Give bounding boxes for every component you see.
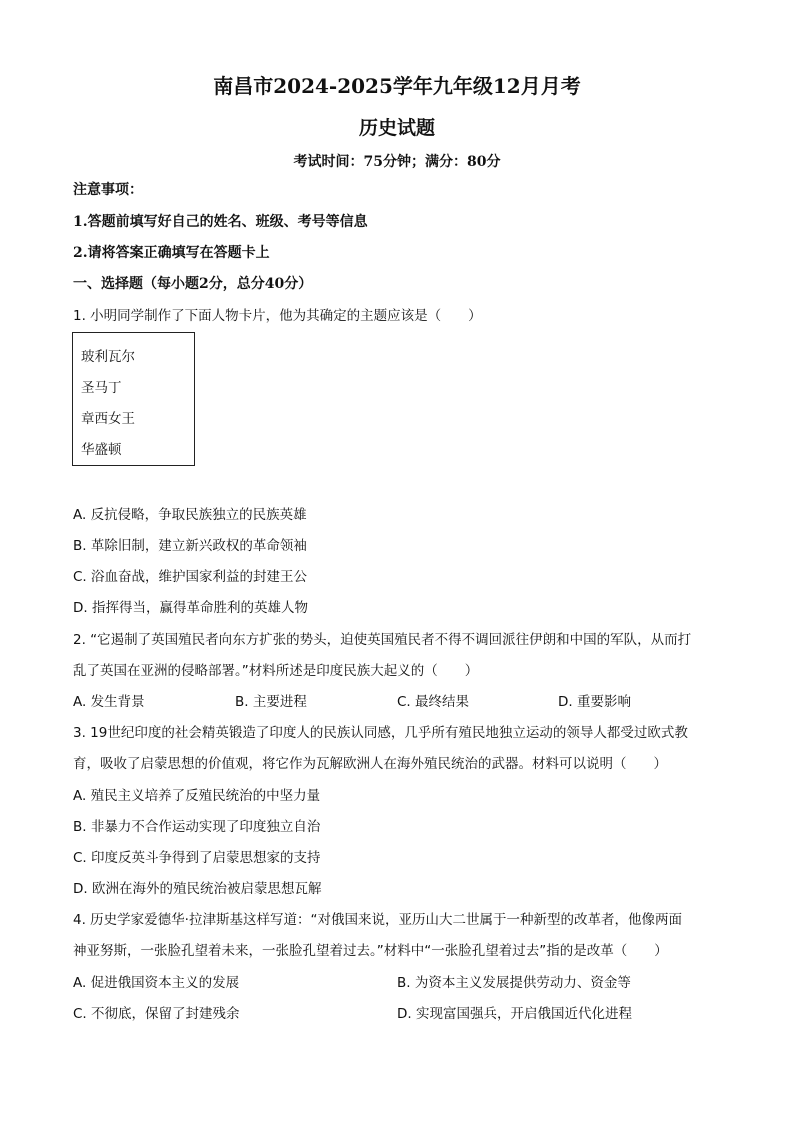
question-3-option-b: B. 非暴力不合作运动实现了印度独立自治 (73, 819, 321, 835)
question-2-stem: 2. “它遏制了英国殖民者向东方扩张的势头，迫使英国殖民者不得不调回派往伊朗和中国的军队，从而打 (73, 632, 692, 648)
question-1-option-b: B. 革除旧制，建立新兴政权的革命领袖 (73, 538, 307, 554)
question-1-option-a: A. 反抗侵略，争取民族独立的民族英雄 (73, 507, 307, 523)
question-3-option-d: D. 欧洲在海外的殖民统治被启蒙思想瓦解 (73, 881, 322, 897)
question-3-option-c: C. 印度反英斗争得到了启蒙思想家的支持 (73, 850, 321, 866)
question-3-option-a: A. 殖民主义培养了反殖民统治的中坚力量 (73, 788, 321, 804)
question-2-option-c: C. 最终结果 (397, 694, 470, 710)
card-name: 玻利瓦尔 (81, 349, 135, 365)
question-4-option-c: C. 不彻底，保留了封建残余 (73, 1006, 240, 1022)
question-4-option-b: B. 为资本主义发展提供劳动力、资金等 (397, 975, 631, 991)
question-4-stem: 神亚努斯，一张脸孔望着未来，一张脸孔望着过去。”材料中“一张脸孔望着过去”指的是改革（ ） (73, 943, 668, 959)
question-4-stem: 4. 历史学家爱德华·拉津斯基这样写道：“对俄国来说，亚历山大二世属于一种新型的改革者，他像两面 (73, 912, 682, 928)
question-4-option-d: D. 实现富国强兵，开启俄国近代化进程 (397, 1006, 632, 1022)
exam-info: 考试时间：75分钟；满分：80分 (293, 154, 501, 170)
question-2-option-b: B. 主要进程 (235, 694, 307, 710)
person-card (72, 332, 195, 466)
question-1-option-d: D. 指挥得当，赢得革命胜利的英雄人物 (73, 600, 308, 616)
exam-subject: 历史试题 (358, 117, 435, 139)
question-2-stem: 乱了英国在亚洲的侵略部署。”材料所述是印度民族大起义的（ ） (73, 663, 479, 679)
exam-title: 南昌市2024-2025学年九年级12月月考 (213, 74, 581, 98)
note-item: 1.答题前填写好自己的姓名、班级、考号等信息 (73, 214, 368, 230)
question-3-stem: 3. 19世纪印度的社会精英锻造了印度人的民族认同感，几乎所有殖民地独立运动的领导人都受过欧式教 (73, 725, 688, 741)
question-2-option-d: D. 重要影响 (558, 694, 631, 710)
card-name: 圣马丁 (81, 380, 122, 396)
question-4-option-a: A. 促进俄国资本主义的发展 (73, 975, 240, 991)
card-name: 华盛顿 (81, 442, 122, 458)
note-item: 2.请将答案正确填写在答题卡上 (73, 245, 270, 261)
question-1-stem: 1. 小明同学制作了下面人物卡片，他为其确定的主题应该是（ ） (73, 308, 482, 324)
card-name: 章西女王 (81, 411, 135, 427)
question-1-option-c: C. 浴血奋战，维护国家利益的封建王公 (73, 569, 308, 585)
notes-heading: 注意事项： (73, 182, 143, 198)
question-2-option-a: A. 发生背景 (73, 694, 145, 710)
question-3-stem: 育，吸收了启蒙思想的价值观，将它作为瓦解欧洲人在海外殖民统治的武器。材料可以说明（ ） (73, 756, 667, 772)
section-heading: 一、选择题（每小题2分，总分40分） (73, 276, 313, 292)
